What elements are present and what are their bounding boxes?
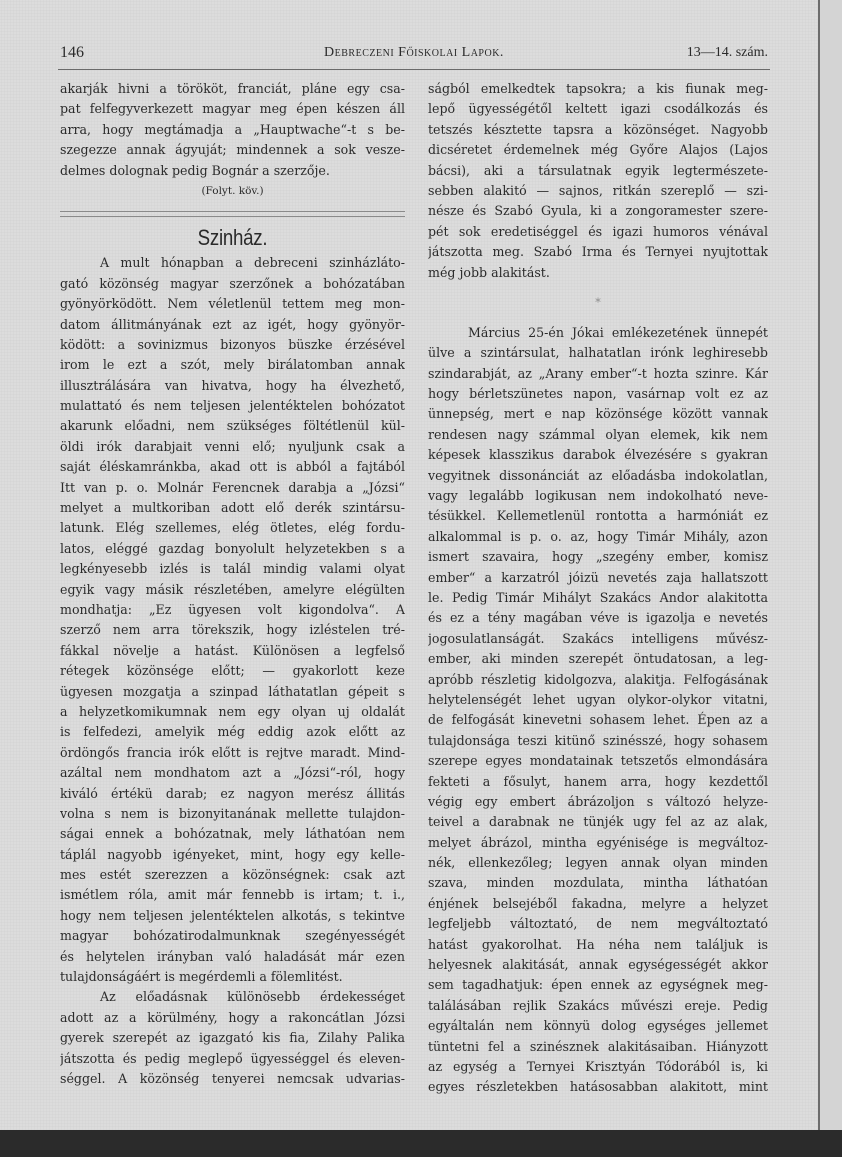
text-line: tüntetni fel a szinésznek alakitásaiban. Hiányzott bbox=[428, 1038, 768, 1054]
text-line: kiváló értékü darab; ez nagyon merész állitás bbox=[60, 785, 405, 801]
scan-bottom-edge bbox=[0, 1130, 842, 1157]
text-line: ismert szavaira, hogy „szegény ember, komisz bbox=[428, 549, 768, 565]
text-line: séggel. A közönség tenyerei nemcsak udvarias- bbox=[60, 1070, 405, 1086]
text-line: pat felfegyverkezett magyar meg épen készen áll bbox=[60, 101, 405, 117]
paragraph-continued bbox=[428, 79, 768, 283]
page-margin bbox=[820, 0, 842, 1130]
text-line: helytelenségét lehet ugyan olykor-olykor vitatni, bbox=[428, 691, 768, 707]
page-number: 146 bbox=[60, 44, 84, 61]
text-line: vagy legalább logikusan nem indokolható neve- bbox=[428, 488, 768, 504]
text-line: rétegek közönsége előtt; — gyakorlott keze bbox=[60, 663, 405, 679]
text-line: gyönyörködött. Nem véletlenül tettem meg mon- bbox=[60, 296, 405, 312]
section-title: Szinház. bbox=[197, 225, 268, 251]
journal-title: Debreczeni Főiskolai Lapok. bbox=[324, 45, 504, 60]
text-line: mes estét szerezzen a közönségnek: csak azt bbox=[60, 867, 405, 883]
text-line: ördöngős francia irók előtt is rejtve maradt. Mind- bbox=[60, 744, 405, 760]
text-line: öldi irók darabjait venni elő; nyuljunk csak a bbox=[60, 438, 405, 454]
text-line: egyáltalán nem könnyü dolog egységes jellemet bbox=[428, 1018, 768, 1034]
section-divider bbox=[60, 211, 405, 217]
text-line: le. Pedig Timár Mihályt Szakács Andor alakitotta bbox=[428, 589, 768, 605]
text-line: fákkal növelje a hatást. Különösen a legfelső bbox=[60, 642, 405, 658]
text-line: azáltal nem mondhatom azt a „Józsi“-ról, hogy bbox=[60, 765, 405, 781]
text-line: ügyesen mozgatja a szinpad láthatatlan gépeit s bbox=[60, 683, 405, 699]
text-line: még jobb alakitást. bbox=[428, 264, 550, 280]
text-line: volna s nem is bizonyitanának mellette tulajdon- bbox=[60, 805, 405, 821]
text-line: ságból emelkedtek tapsokra; a kis fiunak meg- bbox=[428, 81, 768, 96]
text-line: táplál nagyobb igényeket, mint, hogy egy kelle- bbox=[60, 846, 405, 862]
text-line: saját éléskamránkba, akad ott is abból a fajtából bbox=[60, 459, 405, 475]
text-line: egyes részletekben hatásosabban alakitott, mint bbox=[428, 1079, 768, 1095]
text-line: sebben alakitó — sajnos, ritkán szereplő — szi- bbox=[428, 182, 768, 198]
text-line: legkényesebb izlés is talál mindig valami olyat bbox=[60, 561, 405, 577]
text-line: vegyitnek dissonánciát az előadásba indokolatlan, bbox=[428, 467, 768, 483]
text-line: sem tagadhatjuk: épen ennek az egységnek meg- bbox=[428, 977, 768, 993]
text-line: szindarabját, az „Arany ember“-t hozta szinre. Kár bbox=[428, 365, 768, 381]
paragraph-2 bbox=[60, 987, 405, 1089]
text-line: rendesen nagy számmal olyan elemek, kik nem bbox=[428, 426, 768, 442]
text-line: adott az a körülmény, hogy a rakoncátlan Józsi bbox=[60, 1009, 405, 1025]
text-line: Az előadásnak különösebb érdekességet bbox=[100, 989, 405, 1005]
text-line: is felfedezi, amelyik még eddig azok előtt az bbox=[60, 724, 405, 740]
text-line: bácsi), aki a társulatnak egyik legtermészete- bbox=[428, 162, 768, 178]
text-line: tulajdonsága teszi kitünő szinésszé, hogy sohasem bbox=[428, 732, 768, 748]
text-line: hatást gyakorolhat. Ha néha nem találjuk is bbox=[428, 936, 768, 952]
text-line: latunk. Elég szellemes, elég ötletes, elég fordu- bbox=[60, 520, 405, 536]
text-line: apróbb részletig kidolgozva, alakitja. Felfogásának bbox=[428, 671, 768, 687]
text-line: játszotta és pedig meglepő ügyességgel és eleven- bbox=[60, 1050, 405, 1066]
text-line: legfeljebb változtató, de nem megváltoztató bbox=[428, 916, 768, 932]
text-line: mulattató és nem teljesen jelentéktelen bohózatot bbox=[60, 398, 405, 414]
text-line: irom le ezt a szót, mely birálatomban annak bbox=[60, 357, 405, 373]
text-line: hogy nem teljesen jelentéktelen alkotás, s tekintve bbox=[60, 907, 405, 923]
right-column bbox=[428, 79, 768, 1098]
text-line: melyet ábrázol, mintha egyénisége is megváltoz- bbox=[428, 834, 768, 850]
text-line: ködött: a sovinizmus bizonyos büszke érzésével bbox=[60, 336, 405, 352]
text-line: Március 25-én Jókai emlékezetének ünnepét bbox=[468, 324, 768, 340]
text-line: datom állitmányának ezt az igét, hogy gyönyör- bbox=[60, 316, 405, 332]
text-line: dicséretet érdemelnek még Győre Alajos (Lajos bbox=[428, 142, 768, 158]
text-line: szegezze annak ágyuját; mindennek a sok vesze- bbox=[60, 142, 405, 158]
page-header bbox=[60, 44, 768, 68]
continued-article-tail bbox=[60, 79, 405, 201]
text-line: képesek klasszikus darabok élvezésére s gyakran bbox=[428, 447, 768, 463]
text-line: teivel a darabnak ne tünjék ugy fel az az alak, bbox=[428, 814, 768, 830]
text-line: mondhatja: „Ez ügyesen volt kigondolva“. A bbox=[60, 601, 405, 617]
text-line: ünnepség, mert e nap közönsége között vannak bbox=[428, 406, 768, 422]
text-line: a helyzetkomikumnak nem egy olyan uj oldalát bbox=[60, 703, 405, 719]
text-line: nék, ellenkezőleg; legyen annak olyan minden bbox=[428, 855, 768, 871]
text-line: lepő ügyességétől keltett igazi csodálkozás és bbox=[428, 101, 768, 117]
continued-note: (Folyt. köv.) bbox=[201, 184, 264, 197]
text-line: és ez a tény magában véve is igazolja e nevetés bbox=[428, 610, 768, 626]
paragraph-1 bbox=[60, 253, 405, 987]
text-line: szerepe egyes mondatainak tetszetős elmondására bbox=[428, 753, 768, 769]
text-line: melyet a multkoriban adott elő derék szintársu- bbox=[60, 500, 405, 516]
text-line: találásában rejlik Szakács művészi ereje. Pedig bbox=[428, 997, 768, 1013]
text-line: latos, eléggé gazdag bonyolult helyzetekben s a bbox=[60, 540, 405, 556]
text-line: egyik vagy másik részletében, amelyre elégülten bbox=[60, 581, 405, 597]
asterisk-separator: * bbox=[595, 295, 601, 309]
text-line: gyerek szerepét az igazgató kis fia, Zilahy Palika bbox=[60, 1030, 405, 1046]
text-line: tulajdonságáért is megérdemli a fölemlitést. bbox=[60, 969, 343, 985]
text-line: végig egy embert ábrázoljon s változó helyze- bbox=[428, 793, 768, 809]
text-line: magyar bohózatirodalmunknak szegényességét bbox=[60, 928, 405, 944]
text-line: pét sok eredetiséggel és igazi humoros vénával bbox=[428, 223, 768, 239]
text-line: ember, aki minden szerepét öntudatosan, a leg- bbox=[428, 651, 768, 667]
text-line: szava, minden mozdulata, mintha láthatóan bbox=[428, 875, 768, 891]
text-line: delmes dolognak pedig Bognár a szerzője. bbox=[60, 162, 330, 178]
text-line: akarják hivni a törököt, franciát, pláne egy csa- bbox=[60, 81, 405, 96]
text-line: hogy bérletszünetes napon, vasárnap volt ez az bbox=[428, 386, 768, 402]
text-line: helyesnek alakitását, annak egységességét akkor bbox=[428, 957, 768, 973]
text-line: szerző nem arra törekszik, hogy izléstelen tré- bbox=[60, 622, 405, 638]
text-line: alkalommal is p. o. az, hogy Timár Mihály, azon bbox=[428, 528, 768, 544]
text-line: akarunk előadni, nem szükséges föltétlenül kül- bbox=[60, 418, 405, 434]
issue-number: 13—14. szám. bbox=[686, 45, 768, 60]
text-line: gató közönség magyar szerzőnek a bohózatában bbox=[60, 275, 405, 291]
text-line: ságai ennek a bohózatnak, mely láthatóan nem bbox=[60, 826, 405, 842]
text-line: az egység a Ternyei Krisztyán Tódorából is, ki bbox=[428, 1058, 768, 1074]
text-line: tetszés késztette tapsra a közönséget. Nagyobb bbox=[428, 121, 768, 137]
text-line: ülve a szintársulat, halhatatlan irónk leghiresebb bbox=[428, 345, 768, 361]
left-column bbox=[60, 79, 405, 1089]
header-rule bbox=[58, 69, 770, 70]
text-line: énjének belsejéből fakadna, melyre a helyzet bbox=[428, 895, 768, 911]
paragraph-jokai bbox=[428, 323, 768, 1098]
text-line: jogosulatlanságát. Szakács intelligens művész- bbox=[428, 630, 768, 646]
text-line: Itt van p. o. Molnár Ferencnek darabja a „Józsi“ bbox=[60, 479, 405, 495]
text-line: ismétlem róla, amit már fennebb is irtam; t. i., bbox=[60, 887, 405, 903]
text-line: A mult hónapban a debreceni szinházláto- bbox=[100, 255, 405, 271]
text-line: arra, hogy megtámadja a „Hauptwache“-t s be- bbox=[60, 121, 405, 137]
text-line: és helytelen irányban való haladását már ezen bbox=[60, 948, 405, 964]
text-line: ember“ a karzatról jóizü nevetés zaja hallatszott bbox=[428, 569, 768, 585]
text-line: tésükkel. Kellemetlenül rontotta a harmóniát ez bbox=[428, 508, 768, 524]
text-line: játszotta meg. Szabó Irma és Ternyei nyujtottak bbox=[428, 244, 768, 260]
text-line: de felfogását kinevetni sohasem lehet. Épen az a bbox=[428, 712, 768, 728]
text-line: nésze és Szabó Gyula, ki a zongoramester szere- bbox=[428, 203, 768, 219]
text-line: illusztrálására van hivatva, hogy ha élvezhető, bbox=[60, 377, 405, 393]
text-line: fekteti a fősulyt, hanem arra, hogy kezdettől bbox=[428, 773, 768, 789]
